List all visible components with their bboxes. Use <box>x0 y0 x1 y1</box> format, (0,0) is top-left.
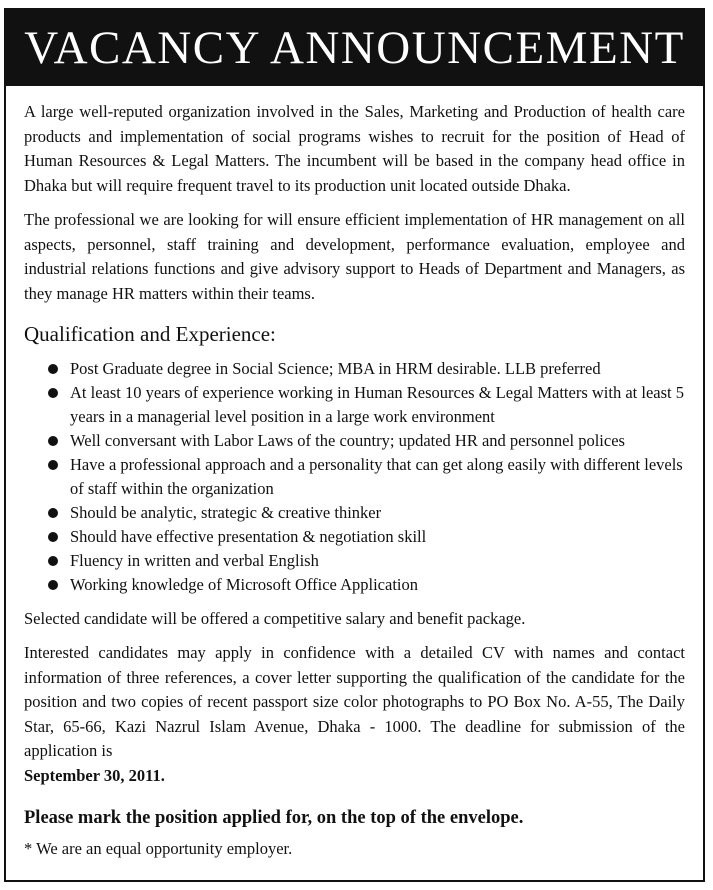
header-banner <box>6 10 703 86</box>
bullet-icon <box>48 532 58 542</box>
qualifications-list <box>24 357 685 597</box>
bullet-icon <box>48 364 58 374</box>
qualification-text: Post Graduate degree in Social Science; MBA in HRM desirable. LLB preferred <box>70 358 601 378</box>
qualification-text: Should be analytic, strategic & creative thinker <box>70 502 382 522</box>
apply-paragraph <box>24 641 685 788</box>
qualification-text: At least 10 years of experience working in Human Resources & Legal Matters with at least 5 years in a managerial level position in a large work environment <box>70 382 684 426</box>
qualification-item <box>48 573 685 597</box>
qualification-text: Should have effective presentation & negotiation skill <box>70 526 427 546</box>
qualification-text: Fluency in written and verbal English <box>70 550 319 570</box>
bullet-icon <box>48 436 58 446</box>
offer-paragraph: Selected candidate will be offered a competitive salary and benefit package. <box>24 608 526 628</box>
envelope-notice: Please mark the position applied for, on the top of the envelope. <box>24 808 524 828</box>
qualification-item <box>48 501 685 525</box>
qualification-text: Working knowledge of Microsoft Office Application <box>70 574 418 594</box>
bullet-icon <box>48 580 58 590</box>
qualifications-heading: Qualification and Experience: <box>24 322 276 346</box>
deadline-date: September 30, 2011. <box>24 765 165 785</box>
qualification-item <box>48 357 685 381</box>
announcement-frame <box>4 8 705 882</box>
announcement-body <box>6 86 703 861</box>
qualification-item <box>48 429 685 453</box>
apply-text: Interested candidates may apply in confidence with a detailed CV with names and contact information of three references, a cover letter supporting the qualification of the candidate for the position and two copies of recent passport size color photographs to PO Box No. A-55, The Daily Star, 65-66, Kazi Nazrul Islam Avenue, Dhaka - 1000. The deadline for submission of the application is <box>24 643 685 760</box>
qualification-text: Well conversant with Labor Laws of the country; updated HR and personnel polices <box>70 430 625 450</box>
qualification-item <box>48 453 685 501</box>
intro-paragraph-2: The professional we are looking for will ensure efficient implementation of HR management on all aspects, personnel, staff training and development, performance evaluation, employee and industrial relations functions and give advisory support to Heads of Department and Managers, as they manage HR matters within their teams. <box>24 210 685 303</box>
qualification-text: Have a professional approach and a personality that can get along easily with different levels of staff within the organization <box>70 454 683 498</box>
bullet-icon <box>48 556 58 566</box>
qualification-item <box>48 525 685 549</box>
qualification-item <box>48 381 685 429</box>
page-title: VACANCY ANNOUNCEMENT <box>24 22 685 74</box>
bullet-icon <box>48 460 58 470</box>
intro-paragraph-1: A large well-reputed organization involved in the Sales, Marketing and Production of health care products and implementation of social programs wishes to recruit for the position of Head of Human Resources & Legal Matters. The incumbent will be based in the company head office in Dhaka but will require frequent travel to its production unit located outside Dhaka. <box>24 102 685 195</box>
qualification-item <box>48 549 685 573</box>
bullet-icon <box>48 508 58 518</box>
bullet-icon <box>48 388 58 398</box>
equal-opportunity-footnote: * We are an equal opportunity employer. <box>24 838 293 858</box>
